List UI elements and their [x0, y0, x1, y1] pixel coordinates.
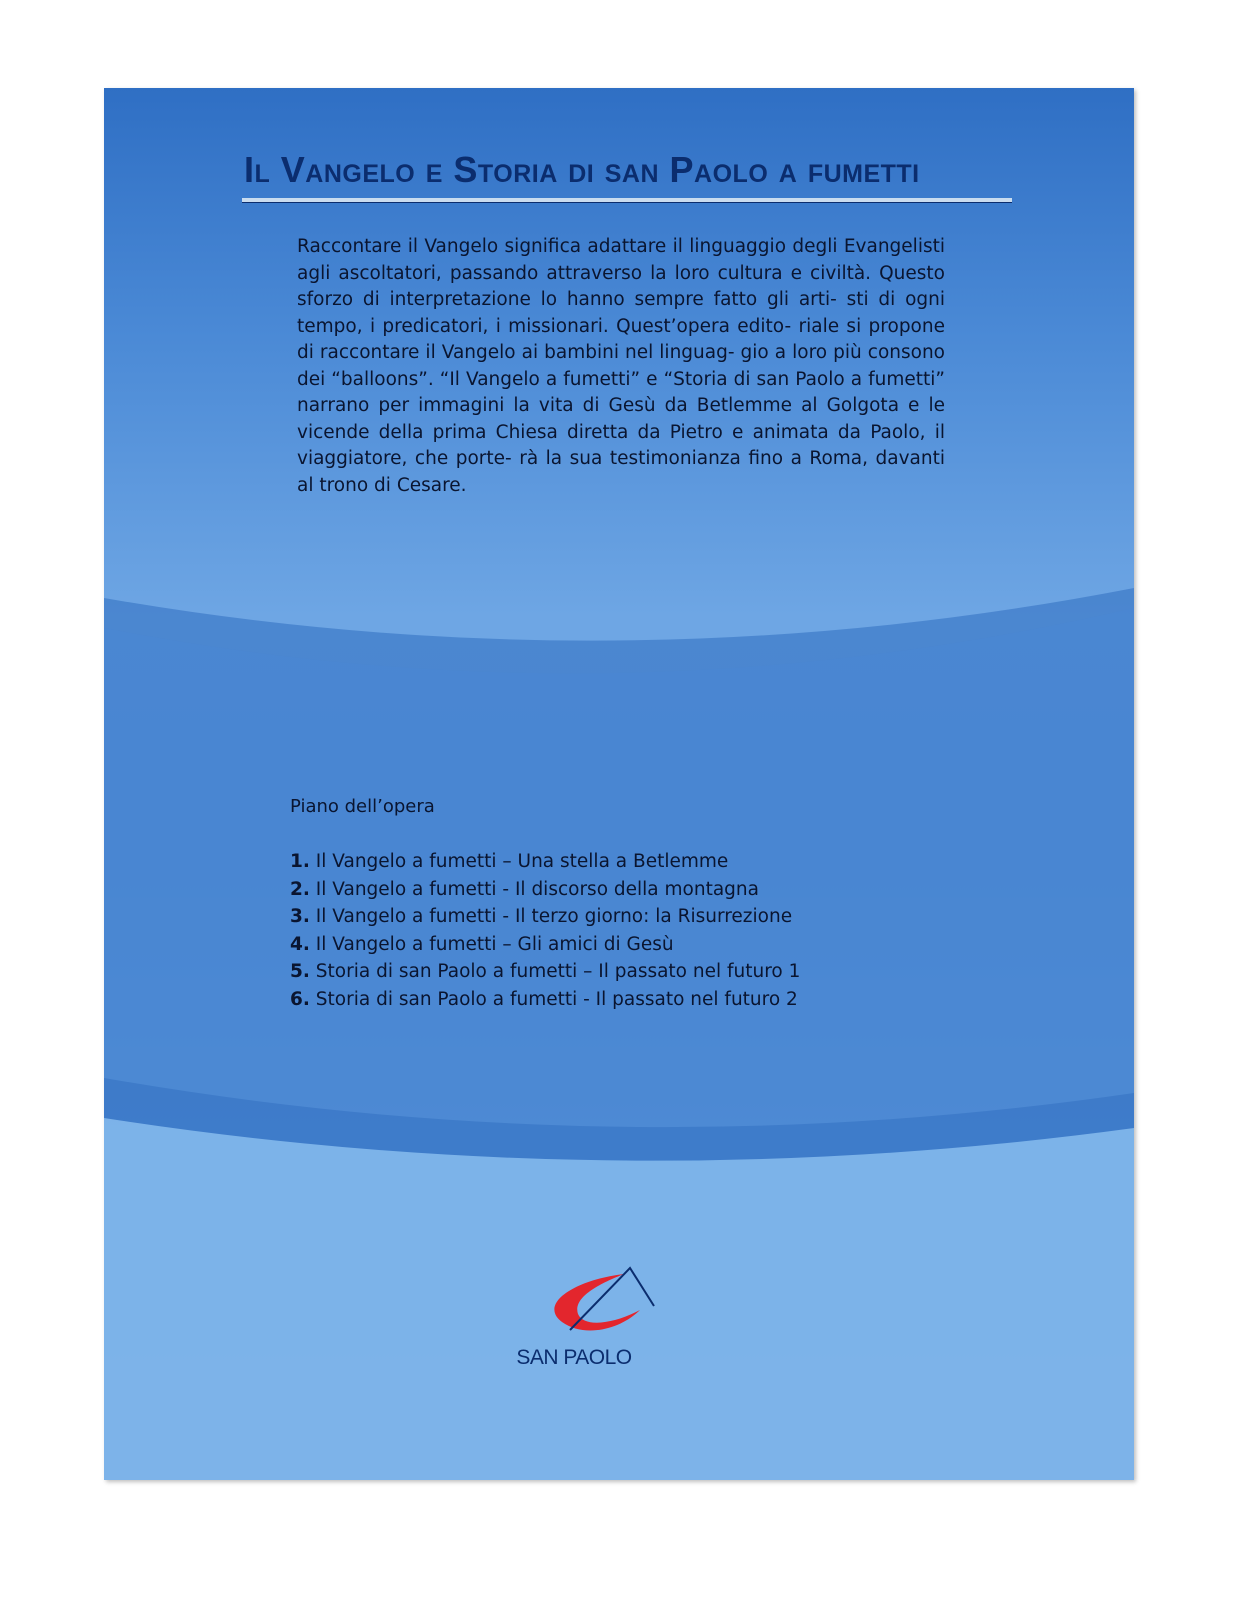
back-cover: [104, 88, 1134, 1480]
plan-item: [290, 986, 800, 1014]
plan-item-text: Il Vangelo a fumetti - Il terzo giorno: la Risurrezione: [315, 906, 793, 927]
plan-item-number: 3.: [290, 906, 310, 927]
plan-item: [290, 903, 800, 931]
plan-item-text: Storia di san Paolo a fumetti – Il passato nel futuro 1: [315, 961, 801, 982]
plan-item-number: 1.: [290, 851, 310, 872]
plan-heading: Piano dell’opera: [290, 796, 435, 817]
plan-item-number: 2.: [290, 878, 310, 900]
publisher-name: SAN PAOLO: [516, 1346, 632, 1369]
plan-list: [290, 848, 800, 1013]
plan-item-text: Il Vangelo a fumetti – Gli amici di Gesù: [315, 933, 674, 955]
plan-item-text: Il Vangelo a fumetti – Una stella a Betlemme: [315, 851, 729, 872]
plan-item-number: 6.: [290, 988, 310, 1010]
plan-item-number: 4.: [290, 933, 310, 955]
plan-item: [290, 958, 800, 986]
plan-item: [290, 848, 800, 876]
intro-paragraph: Raccontare il Vangelo significa adattare il linguaggio degli Evangelisti agli ascoltatori, passando attraverso la loro cultura e civiltà. Questo sforzo di interpretazione lo hanno sempre fatto gli arti- sti di ogni tempo, i predicatori, i missionari. Quest’opera edito- riale si propone di raccontare il Vangelo ai bambini nel linguag- gio a loro più consono dei “balloons”. “Il Vangelo a fumetti” e “Storia di san Paolo a fumetti” narrano per immagini la vita di Gesù da Betlemme al Golgota e le vicende della prima Chiesa diretta da Pietro e animata da Paolo, il viaggiatore, che porte- rà la sua testimonianza fino a Roma, davanti al trono di Cesare.: [297, 236, 945, 496]
san-paolo-logo-icon: [544, 1260, 664, 1340]
plan-item-text: Storia di san Paolo a fumetti - Il passato nel futuro 2: [315, 988, 798, 1010]
plan-item-number: 5.: [290, 961, 310, 982]
plan-item: [290, 931, 800, 959]
plan-item: [290, 876, 800, 904]
plan-item-text: Il Vangelo a fumetti - Il discorso della montagna: [315, 878, 759, 900]
title-underline: [242, 198, 1012, 203]
cover-title: Il Vangelo e Storia di san Paolo a fumetti: [244, 149, 920, 190]
